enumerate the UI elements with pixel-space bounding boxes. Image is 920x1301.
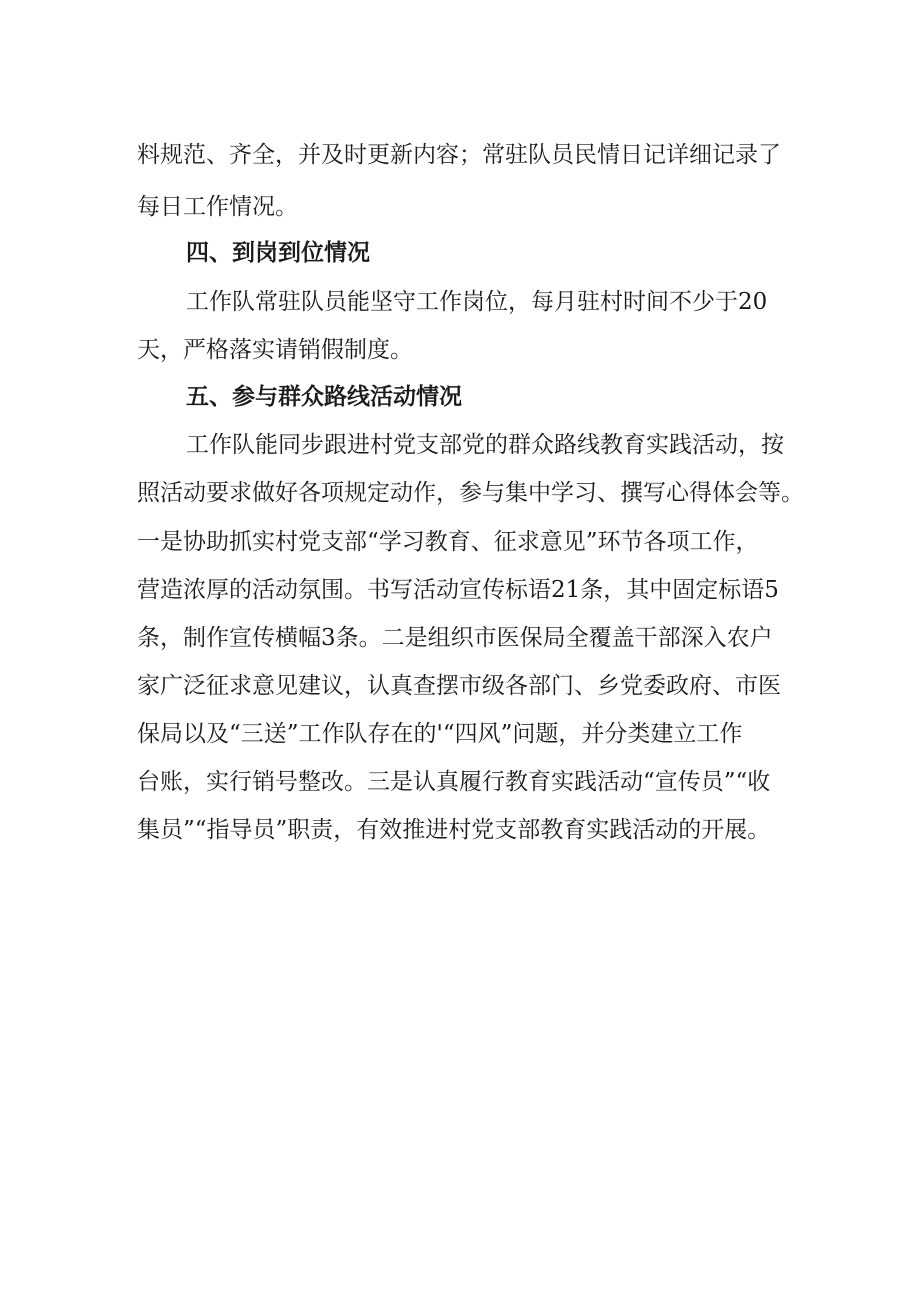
paragraph-3-line-9: 集员”“指导员”职责，有效推进村党支部教育实践活动的开展。 (137, 817, 771, 843)
section-heading-5: 五、参与群众路线活动情况 (186, 384, 462, 410)
paragraph-2-line-2: 天，严格落实请销假制度。 (137, 337, 413, 363)
paragraph-1-line-1: 料规范、齐全，并及时更新内容；常驻队员民情日记详细记录了 (137, 142, 781, 168)
paragraph-3-line-8: 台账，实行销号整改。三是认真履行教育实践活动“宣传员”“收 (137, 769, 771, 795)
paragraph-1-line-2: 每日工作情况。 (137, 194, 298, 220)
paragraph-3-line-7: 保局以及“三送”工作队存在的'“四风”问题，并分类建立工作 (137, 721, 743, 747)
paragraph-3-line-1: 工作队能同步跟进村党支部党的群众路线教育实践活动，按 (186, 432, 784, 458)
paragraph-3-line-2: 照活动要求做好各项规定动作，参与集中学习、撰写心得体会等。 (137, 480, 804, 506)
paragraph-3-line-3: 一是协助抓实村党支部“学习教育、征求意见”环节各项工作， (137, 529, 759, 555)
paragraph-3-line-6: 家广泛征求意见建议，认真查摆市级各部门、乡党委政府、市医 (137, 673, 781, 699)
paragraph-3-line-4: 营造浓厚的活动氛围。书写活动宣传标语21条，其中固定标语5 (137, 577, 779, 603)
section-heading-4: 四、到岗到位情况 (186, 240, 370, 266)
paragraph-2-line-1: 工作队常驻队员能坚守工作岗位，每月驻村时间不少于20 (186, 289, 768, 315)
paragraph-3-line-5: 条，制作宣传横幅3条。二是组织市医保局全覆盖干部深入农户 (137, 625, 773, 651)
